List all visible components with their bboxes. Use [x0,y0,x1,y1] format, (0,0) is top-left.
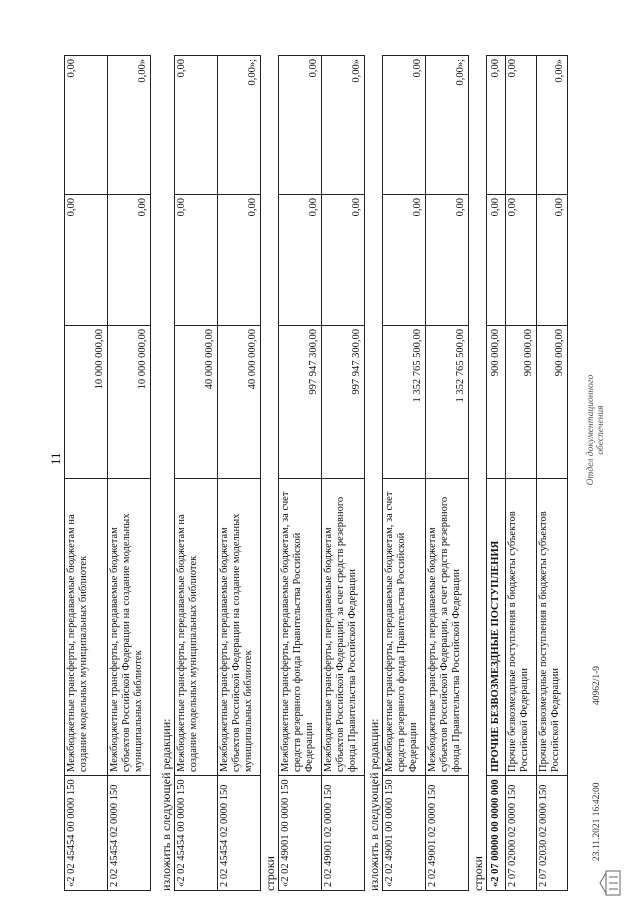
department-stamp [586,355,606,505]
sum-2021-cell: 900 000,00 [537,326,568,479]
name-cell: Межбюджетные трансферты, передаваемые бюджетам субъектов Российской Федерации, за счет средств резервного фонда Правительства Российской Федерации [322,479,365,776]
table-row [279,56,322,891]
sum-2022-cell: 0,00 [279,195,322,326]
sum-2022-cell: 0,00 [108,195,151,326]
sum-2021-cell: 900 000,00 [506,326,537,479]
code-cell: «2 02 49001 00 0000 150 [383,776,426,891]
sum-2021-cell: 10 000 000,00 [108,326,151,479]
name-cell: Межбюджетные трансферты, передаваемые бюджетам, за счет средств резервного фонда Правительства Российской Федерации [279,479,322,776]
footer-doc-code: 40962/1-9 [592,665,602,705]
code-cell: «2 02 49001 00 0000 150 [279,776,322,891]
sum-2021-cell: 1 352 765 500,00 [383,326,426,479]
table-row [218,56,261,891]
sum-2023-cell: 0,00 [279,56,322,195]
stamp-line-2: обеспечения [596,405,606,455]
name-cell: Межбюджетные трансферты, передаваемые бюджетам субъектов Российской Федерации, за счет средств резервного фонда Правительства Российской Федерации [426,479,469,776]
section-caption: строки [263,856,277,891]
sum-2022-cell: 0,00 [487,195,506,326]
name-cell: Межбюджетные трансферты, передаваемые бюджетам, за счет средств резервного фонда Правительства Российской Федерации [383,479,426,776]
sum-2022-cell: 0,00 [537,195,568,326]
name-cell: Прочие безвозмездные поступления в бюджеты субъектов Российской Федерации [537,479,568,776]
sum-2022-cell: 0,00 [426,195,469,326]
code-cell: 2 02 45454 02 0000 150 [218,776,261,891]
sum-2022-cell: 0,00 [506,195,537,326]
code-cell: 2 02 45454 02 0000 150 [108,776,151,891]
name-cell: Прочие безвозмездные поступления в бюджеты субъектов Российской Федерации [506,479,537,776]
table-row [487,56,506,891]
table-row [175,56,218,891]
sum-2023-cell: 0,00» [537,56,568,195]
name-cell: ПРОЧИЕ БЕЗВОЗМЕЗДНЫЕ ПОСТУПЛЕНИЯ [487,479,506,776]
revenue-table-2 [174,55,261,891]
section-caption: изложить в следующей редакции: [367,718,381,891]
code-cell: «2 02 45454 00 0000 150 [65,776,108,891]
sum-2023-cell: 0,00 [65,56,108,195]
sum-2022-cell: 0,00 [218,195,261,326]
footer-timestamp: 23.11.2021 16:42:00 [592,782,602,861]
stamp-line-1: Отдел документационного [586,374,596,486]
name-cell: Межбюджетные трансферты, передаваемые бюджетам на создание модельных муниципальных библиотек [65,479,108,776]
sum-2023-cell: 0,00»; [218,56,261,195]
table-row [506,56,537,891]
name-cell: Межбюджетные трансферты, передаваемые бюджетам субъектов Российской Федерации на создание модельных муниципальных библиотек [108,479,151,776]
revenue-table-5 [486,55,568,891]
page-number: 11 [48,452,63,465]
sum-2021-cell: 40 000 000,00 [175,326,218,479]
table-section-1 [64,59,151,891]
sum-2021-cell: 997 947 300,00 [279,326,322,479]
sum-2023-cell: 0,00» [108,56,151,195]
code-cell: 2 07 02030 02 0000 150 [537,776,568,891]
sum-2021-cell: 997 947 300,00 [322,326,365,479]
table-section-5 [470,59,568,891]
sum-2021-cell: 40 000 000,00 [218,326,261,479]
sum-2023-cell: 0,00 [487,56,506,195]
table-row [426,56,469,891]
sum-2023-cell: 0,00»; [426,56,469,195]
table-section-2 [158,59,261,891]
table-row [383,56,426,891]
table-row [108,56,151,891]
code-cell: «2 07 00000 00 0000 000 [487,776,506,891]
sum-2023-cell: 0,00 [175,56,218,195]
sum-2023-cell: 0,00 [383,56,426,195]
code-cell: «2 02 45454 00 0000 150 [175,776,218,891]
code-cell: 2 02 49001 02 0000 150 [426,776,469,891]
revenue-table-1 [64,55,151,891]
sum-2022-cell: 0,00 [175,195,218,326]
table-row [322,56,365,891]
sum-2023-cell: 0,00» [322,56,365,195]
table-section-3 [262,59,365,891]
code-cell: 2 07 02000 02 0000 150 [506,776,537,891]
name-cell: Межбюджетные трансферты, передаваемые бюджетам на создание модельных муниципальных библиотек [175,479,218,776]
table-section-4 [366,59,469,891]
logo-icon [598,869,622,897]
section-caption: изложить в следующей редакции: [159,718,173,891]
table-row [537,56,568,891]
sum-2022-cell: 0,00 [65,195,108,326]
code-cell: 2 02 49001 02 0000 150 [322,776,365,891]
revenue-table-4 [382,55,469,891]
sum-2021-cell: 10 000 000,00 [65,326,108,479]
table-row [65,56,108,891]
sum-2021-cell: 1 352 765 500,00 [426,326,469,479]
sum-2022-cell: 0,00 [322,195,365,326]
sum-2023-cell: 0,00 [506,56,537,195]
name-cell: Межбюджетные трансферты, передаваемые бюджетам субъектов Российской Федерации на создание модельных муниципальных библиотек [218,479,261,776]
sum-2021-cell: 900 000,00 [487,326,506,479]
revenue-table-3 [278,55,365,891]
section-caption: строки [471,856,485,891]
sum-2022-cell: 0,00 [383,195,426,326]
